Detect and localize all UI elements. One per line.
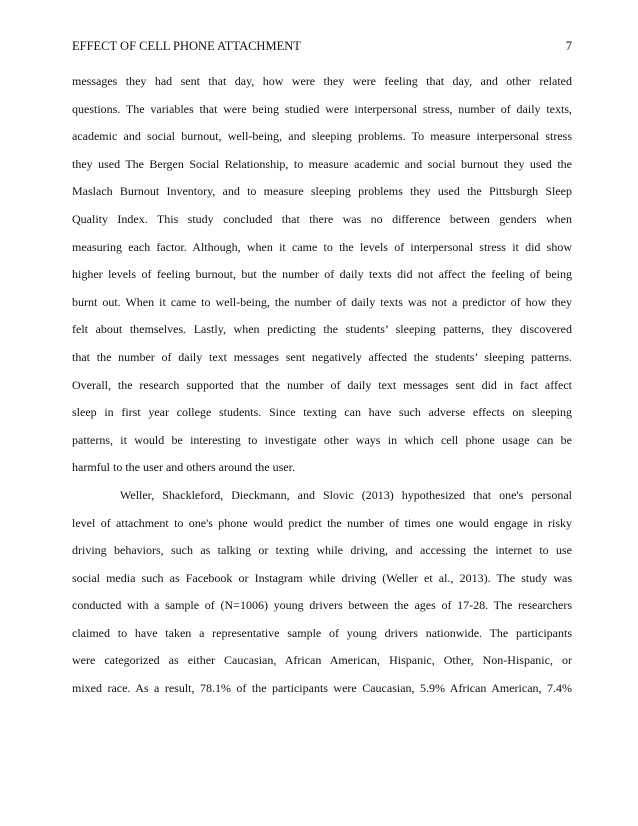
text-line: Overall, the research supported that the number of daily text messages sent did in fact affect (72, 377, 572, 392)
text-line: higher levels of feeling burnout, but the number of daily texts did not affect the feeling of being (72, 267, 572, 282)
text-line: burnt out. When it came to well-being, the number of daily texts was not a predictor of how they (72, 294, 572, 309)
text-line: questions. The variables that were being studied were interpersonal stress, number of daily texts, (72, 101, 572, 116)
text-line: level of attachment to one's phone would predict the number of times one would engage in risky (72, 515, 572, 530)
body-text (72, 68, 572, 703)
text-line: academic and social burnout, well-being, and sleeping problems. To measure interpersonal stress (72, 129, 572, 144)
text-line: Maslach Burnout Inventory, and to measure sleeping problems they used the Pittsburgh Sleep (72, 184, 572, 199)
text-line: social media such as Facebook or Instagram while driving (Weller et al., 2013). The study was (72, 570, 572, 585)
text-line: messages they had sent that day, how were they were feeling that day, and other related (72, 74, 572, 88)
text-line: felt about themselves. Lastly, when predicting the students’ sleeping patterns, they discovered (72, 322, 572, 337)
running-head: EFFECT OF CELL PHONE ATTACHMENT (72, 39, 301, 53)
page-number: 7 (565, 39, 572, 53)
text-line: Quality Index. This study concluded that there was no difference between genders when (72, 211, 572, 226)
text-line: were categorized as either Caucasian, African American, Hispanic, Other, Non-Hispanic, or (72, 653, 572, 668)
text-line: conducted with a sample of (N=1006) young drivers between the ages of 17-28. The researchers (72, 598, 572, 613)
text-line: patterns, it would be interesting to investigate other ways in which cell phone usage can be (72, 432, 572, 447)
text-line: driving behaviors, such as talking or texting while driving, and accessing the internet to use (72, 543, 572, 558)
text-line: sleep in first year college students. Since texting can have such adverse effects on sleeping (72, 405, 572, 420)
paragraph-first-line: Weller, Shackleford, Dieckmann, and Slovic (2013) hypothesized that one's personal (120, 487, 572, 502)
text-line: claimed to have taken a representative sample of young drivers nationwide. The participants (72, 625, 572, 640)
page-header (72, 36, 572, 56)
text-line: mixed race. As a result, 78.1% of the participants were Caucasian, 5.9% African American, 7.4% (72, 681, 572, 696)
text-line: that the number of daily text messages sent negatively affected the students’ sleeping patterns. (72, 349, 572, 364)
text-line: measuring each factor. Although, when it came to the levels of interpersonal stress it did show (72, 239, 572, 254)
paragraph-end-line: harmful to the user and others around the user. (72, 460, 295, 475)
text-line: they used The Bergen Social Relationship, to measure academic and social burnout they used the (72, 156, 572, 171)
